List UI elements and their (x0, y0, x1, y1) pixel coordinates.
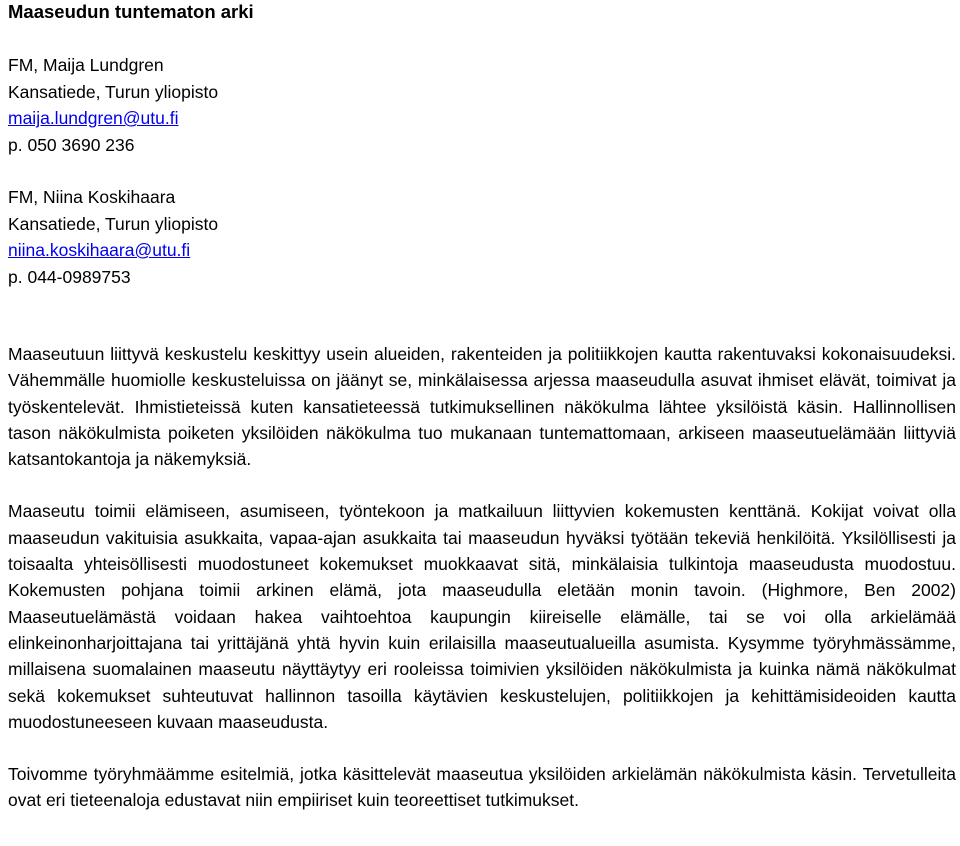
contact-block-2 (8, 184, 956, 290)
body-paragraph-3: Toivomme työryhmäämme esitelmiä, jotka käsittelevät maaseutua yksilöiden arkielämän näkökulmista käsin. Tervetulleita ovat eri tieteenaloja edustavat niin empiiriset kuin teoreettiset tutkimukset. (8, 764, 956, 811)
contact-block-1 (8, 52, 956, 158)
body-paragraph-1: Maaseutuun liittyvä keskustelu keskittyy usein alueiden, rakenteiden ja politiikkojen kautta rakentuvaksi kokonaisuudeksi. Vähemmälle huomiolle keskusteluissa on jäänyt se, minkälaisessa arjessa maaseudulla asuvat ihmiset elävät, toimivat ja työskentelevät. Ihmistieteissä kuten kansatieteessä tutkimuksellinen näkökulma lähtee yksilöistä käsin. Hallinnollisen tason näkökulmista poiketen yksilöiden näkökulma tuo mukanaan tuntemattomaan, arkiseen maaseutuelämään liittyviä katsantokantoja ja näkemyksiä. (8, 344, 956, 470)
contact-name: FM, Maija Lundgren (8, 55, 164, 75)
contact-email-link[interactable]: maija.lundgren@utu.fi (8, 108, 179, 128)
contact-email-link[interactable]: niina.koskihaara@utu.fi (8, 240, 191, 260)
body-paragraph-2: Maaseutu toimii elämiseen, asumiseen, työntekoon ja matkailuun liittyvien kokemusten kenttänä. Kokijat voivat olla maaseudun vakituisia asukkaita, vapaa-ajan asukkaita tai maaseudun hyväksi työtään tekeviä henkilöitä. Yksilöllisesti ja toisaalta yhteisöllisesti muodostuneet kokemukset muokkaavat sitä, minkälaisia tulkintoja maaseudusta muodostuu. Kokemusten pohjana toimii arkinen elämä, jota maaseudulla eletään monin tavoin. (Highmore, Ben 2002) Maaseutuelämästä voidaan hakea vaihtoehtoa kaupungin kiireiselle elämälle, tai se voi olla arkielämää elinkeinonharjoittajana tai yrittäjänä yhtä hyvin kuin erilaisilla maaseutualueilla asumista. Kysymme työryhmässämme, millaisena suomalainen maaseutu näyttäytyy eri rooleissa toimivien yksilöiden näkökulmista ja kuinka nämä näkökulmat sekä kokemukset suhteutuvat hallinnon tasoilla käytävien keskustelujen, politiikkojen ja kehittämisideoiden kautta muodostuneeseen kuvaan maaseudusta. (8, 501, 956, 732)
document (8, 0, 956, 814)
contact-affiliation: Kansatiede, Turun yliopisto (8, 213, 219, 234)
contact-phone: p. 044-0989753 (8, 266, 131, 287)
document-title: Maaseudun tuntematon arki (8, 1, 254, 22)
contact-name: FM, Niina Koskihaara (8, 187, 176, 207)
contact-phone: p. 050 3690 236 (8, 134, 135, 155)
contact-affiliation: Kansatiede, Turun yliopisto (8, 81, 219, 102)
